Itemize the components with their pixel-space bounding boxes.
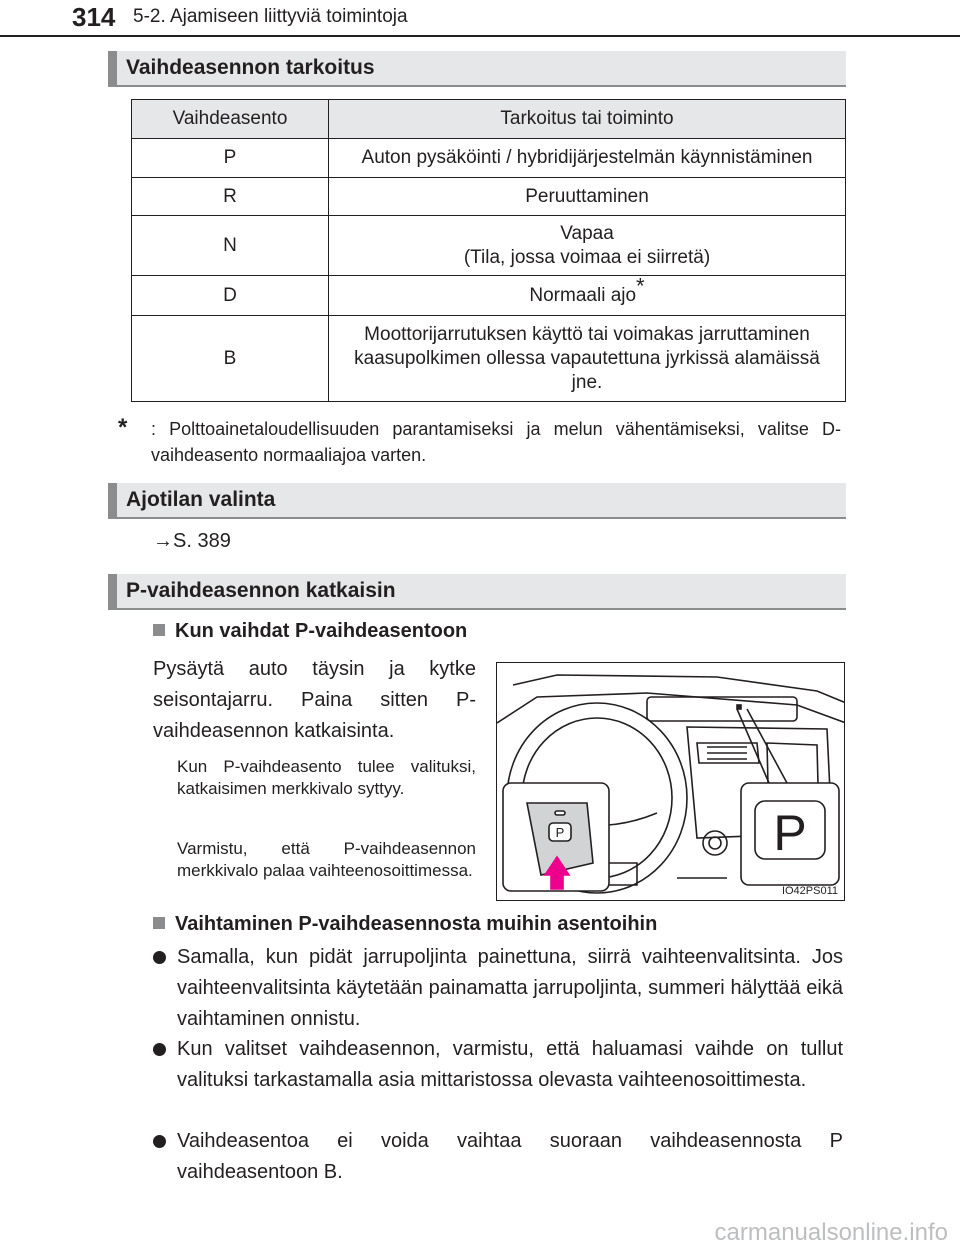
small-p-symbol: P <box>555 825 565 840</box>
gear-table <box>131 99 846 402</box>
subheading-shift-to-p <box>153 620 467 643</box>
table-row <box>132 216 846 276</box>
subheading-text: Vaihtaminen P-vaihdeasennosta muihin asentoihin <box>175 913 658 935</box>
list-item-text: Vaihdeasentoa ei voida vaihtaa suoraan vaihdeasennosta P vaihdeasentoon B. <box>177 1130 843 1183</box>
list-item-text: Kun valitset vaihdeasennon, varmistu, että haluamasi vaihde on tullut valituksi tarkastamalla asia mittaristossa olevasta vaihteenosoittimesta. <box>177 1038 843 1091</box>
list-item <box>153 1126 843 1188</box>
list-item <box>153 942 843 1035</box>
section-heading-bar <box>108 51 117 85</box>
table-row <box>132 178 846 216</box>
instruction-text: Pysäytä auto täysin ja kytke seisontajarru. Paina sitten P-vaihdeasennon katkaisinta. <box>153 658 476 742</box>
bullet-dot-icon <box>153 1043 166 1056</box>
function-text: Normaali ajo <box>529 284 637 306</box>
table-cell-function <box>329 273 846 316</box>
section-heading-label: P-vaihdeasennon katkaisin <box>126 579 396 602</box>
section-heading-drive-mode <box>108 483 846 519</box>
section-heading-p-switch <box>108 574 846 610</box>
function-line: (Tila, jossa voimaa ei siirretä) <box>463 246 711 268</box>
note-indicator-light: Kun P-vaihdeasento tulee valituksi, katkaisimen merkkivalo syttyy. <box>177 757 476 798</box>
table-cell-function: Auton pysäköinti / hybridijärjestelmän käynnistäminen <box>329 139 846 178</box>
page-number: 314 <box>72 2 116 32</box>
bullet-dot-icon <box>153 951 166 964</box>
p-switch-illustration <box>496 662 845 901</box>
figure-code: IO42PS011 <box>781 885 838 897</box>
list-item-text: Samalla, kun pidät jarrupoljinta painettuna, siirrä vaihteenvalitsinta. Jos vaihteenvalitsinta käytetään painamatta jarrupoljinta, summeri hälyttää eikä vaihtaminen onnistu. <box>177 946 843 1030</box>
section-heading-bar <box>108 483 117 517</box>
square-bullet-icon <box>153 624 165 636</box>
table-cell-function: Moottorijarrutuksen käyttö tai voimakas jarruttaminen kaasupolkimen ollessa vapautettuna jyrkissä alamäissä jne. <box>329 316 846 402</box>
table-cell-position: B <box>132 316 329 402</box>
bullet-dot-icon <box>153 1135 166 1148</box>
table-cell-position: R <box>132 178 329 216</box>
page-reference-link[interactable]: →S. 389 <box>153 530 231 552</box>
section-heading-bar <box>108 574 117 608</box>
large-p-symbol: P <box>773 805 807 861</box>
table-row <box>132 316 846 402</box>
footnote-mark: * <box>636 273 645 299</box>
section-heading-label: Vaihdeasennon tarkoitus <box>126 56 375 79</box>
footnote-text: : Polttoainetaloudellisuuden parantamiseksi ja melun vähentämiseksi, valitse D-vaihdeasento normaaliajoa varten. <box>151 419 841 465</box>
chapter-title: 5-2. Ajamiseen liittyviä toimintoja <box>133 6 408 27</box>
section-heading-label: Ajotilan valinta <box>126 488 276 511</box>
table-header-row <box>132 100 846 139</box>
subheading-text: Kun vaihdat P-vaihdeasentoon <box>175 620 468 642</box>
footnote-asterisk: * <box>118 414 128 441</box>
function-line: Vapaa <box>560 222 614 244</box>
watermark: carmanualsonline.info <box>714 1219 948 1246</box>
dashboard-drawing <box>497 663 845 901</box>
section-heading-gear-purpose <box>108 51 846 87</box>
table-header-cell: Tarkoitus tai toiminto <box>329 100 846 139</box>
table-row <box>132 276 846 316</box>
table-row <box>132 139 846 178</box>
list-item <box>153 1034 843 1096</box>
header-divider <box>0 35 960 37</box>
table-cell-position: D <box>132 276 329 316</box>
subheading-shift-from-p <box>153 913 657 936</box>
note-gear-indicator: Varmistu, että P-vaihdeasennon merkkivalo palaa vaihteenosoittimessa. <box>177 839 476 880</box>
table-cell-position: P <box>132 139 329 178</box>
table-cell-function: Peruuttaminen <box>329 178 846 216</box>
table-cell-position: N <box>132 216 329 276</box>
square-bullet-icon <box>153 917 165 929</box>
table-cell-function <box>329 216 846 276</box>
table-header-cell: Vaihdeasento <box>132 100 329 139</box>
